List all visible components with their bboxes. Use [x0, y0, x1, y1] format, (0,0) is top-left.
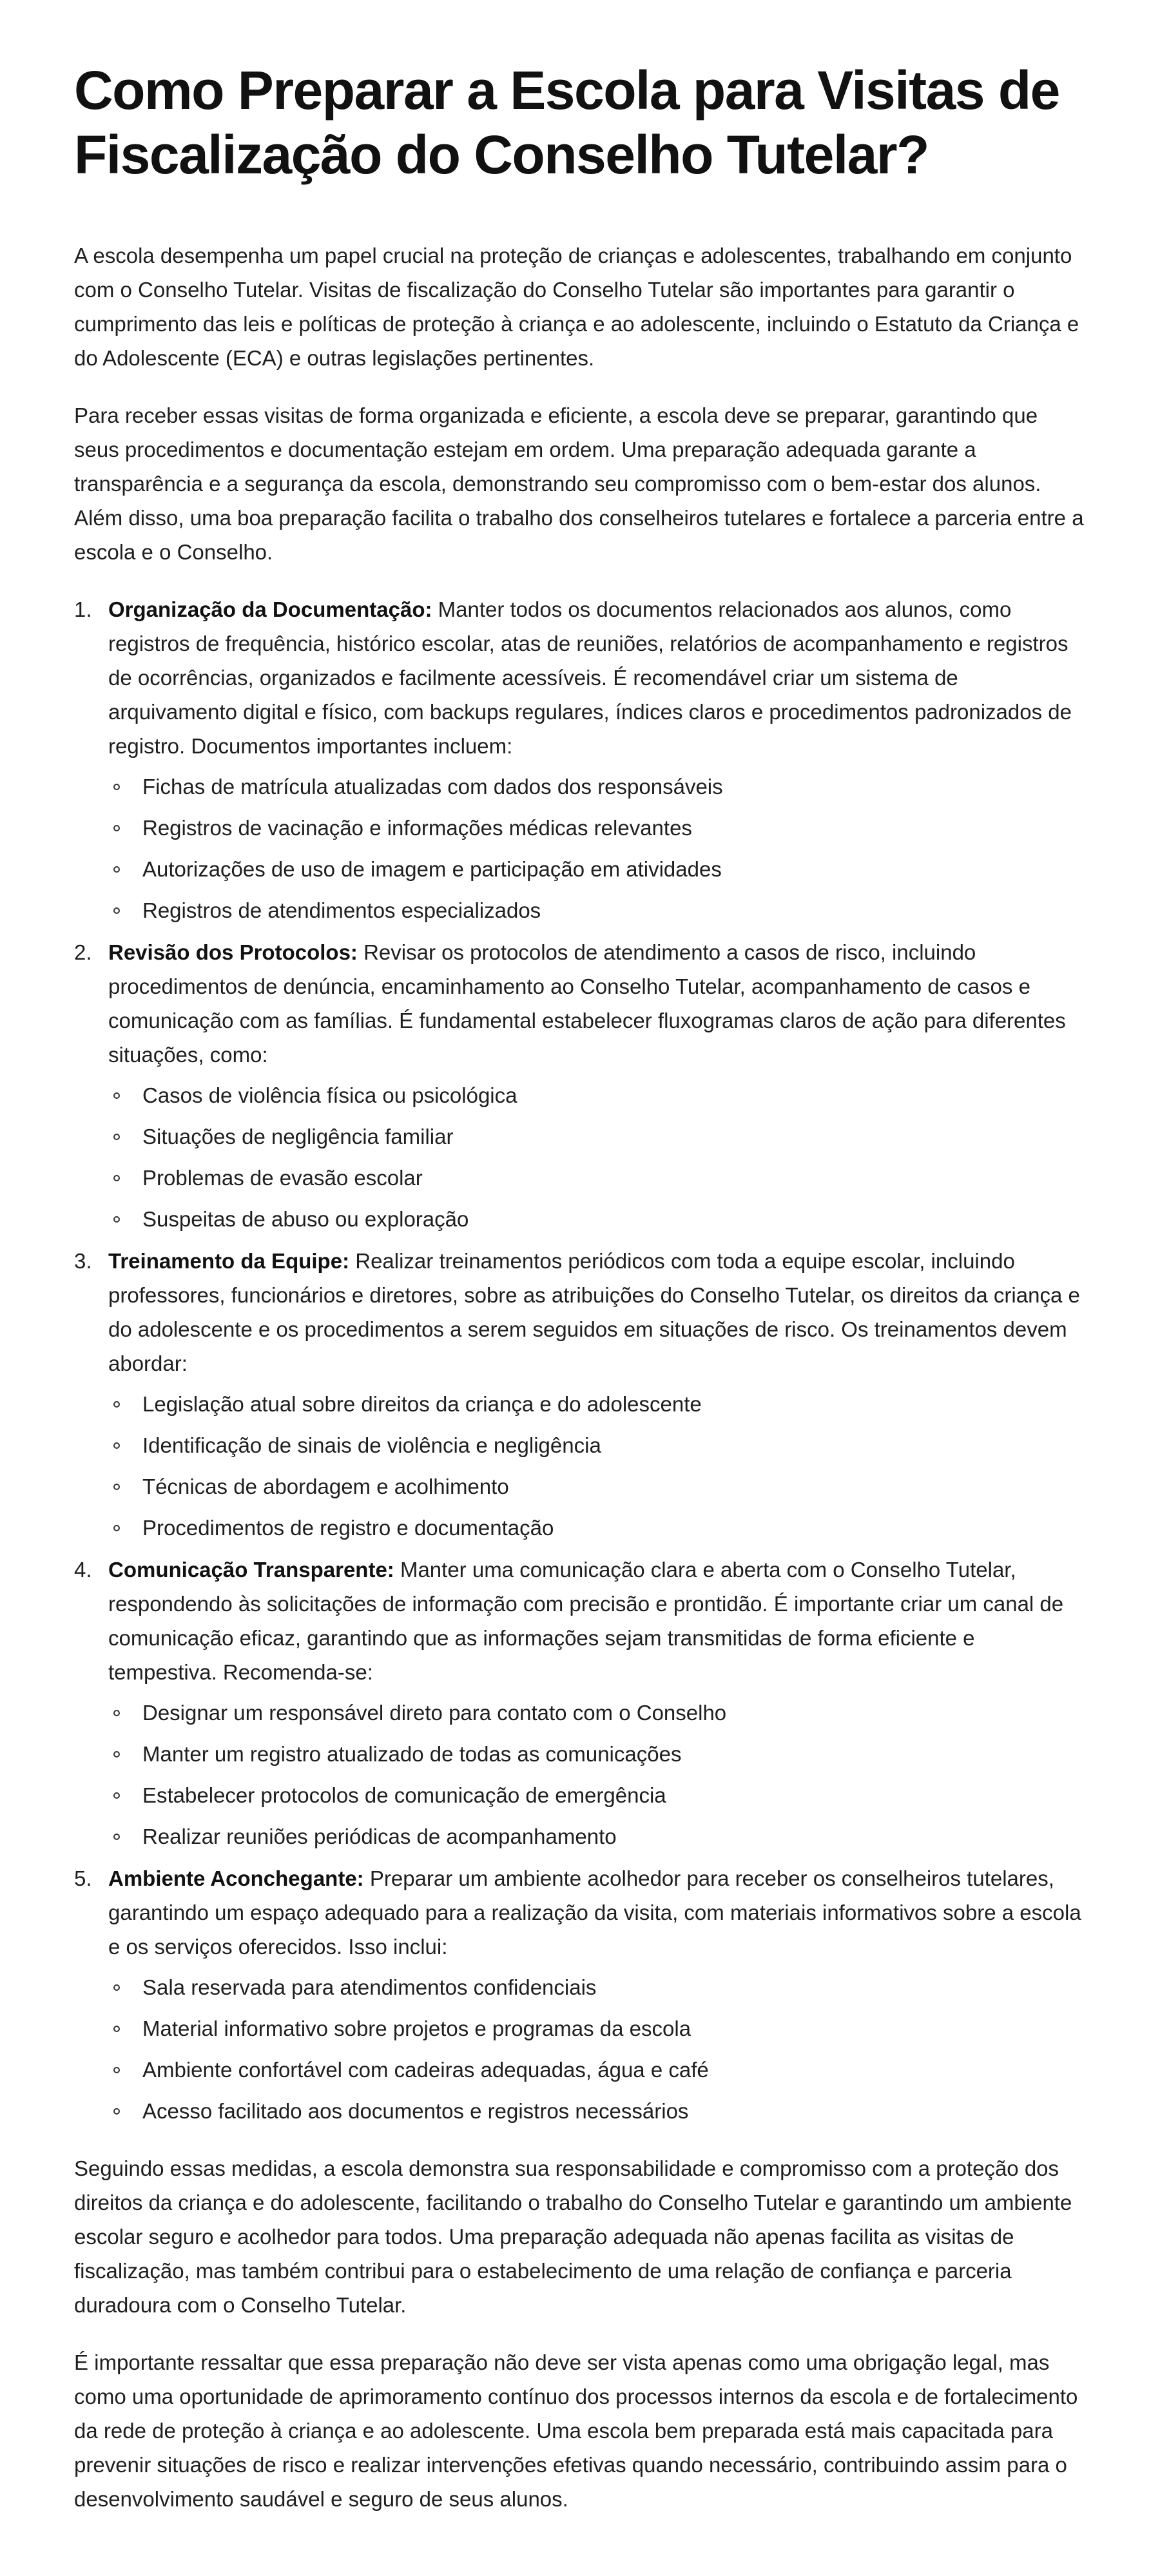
step-heading: Comunicação Transparente: — [108, 1558, 394, 1582]
step-sublist — [108, 1970, 1086, 2128]
step-sublist — [108, 770, 1086, 927]
step-sublist — [108, 1696, 1086, 1854]
step-text: Manter uma comunicação clara e aberta com o Conselho Tutelar, respondendo às solicitações de informação com precisão e prontidão. É importante criar um canal de comunicação eficaz, garantindo que as informações sejam transmitidas de forma eficiente e tempestiva. Recomenda-se: — [108, 1558, 1064, 1684]
step-number: 1. — [74, 597, 92, 621]
step-heading: Ambiente Aconchegante: — [108, 1866, 364, 1890]
sublist-item: Designar um responsável direto para contato com o Conselho — [108, 1696, 1086, 1730]
step-number: 4. — [74, 1558, 92, 1582]
step-heading: Revisão dos Protocolos: — [108, 940, 358, 964]
step-heading: Organização da Documentação: — [108, 597, 432, 621]
sublist-item: Fichas de matrícula atualizadas com dados dos responsáveis — [108, 770, 1086, 804]
sublist-item: Casos de violência física ou psicológica — [108, 1078, 1086, 1112]
step-item — [74, 592, 1086, 927]
sublist-item: Material informativo sobre projetos e programas da escola — [108, 2011, 1086, 2046]
step-text: Preparar um ambiente acolhedor para receber os conselheiros tutelares, garantindo um espaço adequado para a realização da visita, com materiais informativos sobre a escola e os serviços oferecidos. Isso inclui: — [108, 1866, 1081, 1959]
sublist-item: Legislação atual sobre direitos da criança e do adolescente — [108, 1387, 1086, 1421]
step-heading: Treinamento da Equipe: — [108, 1249, 350, 1273]
page-title: Como Preparar a Escola para Visitas de Fiscalização do Conselho Tutelar? — [74, 60, 1059, 185]
step-text: Manter todos os documentos relacionados aos alunos, como registros de frequência, histórico escolar, atas de reuniões, relatórios de acompanhamento e registros de ocorrências, organizados e facilmente acessíveis. É recomendável criar um sistema de arquivamento digital e físico, com backups regulares, índices claros e procedimentos padronizados de registro. Documentos importantes incluem: — [108, 597, 1072, 758]
sublist-item: Registros de vacinação e informações médicas relevantes — [108, 811, 1086, 845]
closing-paragraph: Seguindo essas medidas, a escola demonstra sua responsabilidade e compromisso com a proteção dos direitos da criança e do adolescente, facilitando o trabalho do Conselho Tutelar e garantindo um ambiente escolar seguro e acolhedor para todos. Uma preparação adequada não apenas facilita as visitas de fiscalização, mas também contribui para o estabelecimento de uma relação de confiança e parceria duradoura com o Conselho Tutelar. — [74, 2156, 1072, 2317]
step-sublist — [108, 1387, 1086, 1545]
step-sublist — [108, 1078, 1086, 1236]
step-text: Realizar treinamentos periódicos com toda a equipe escolar, incluindo professores, funcionários e diretores, sobre as atribuições do Conselho Tutelar, os direitos da criança e do adolescente e os procedimentos a serem seguidos em situações de risco. Os treinamentos devem abordar: — [108, 1249, 1080, 1375]
sublist-item: Procedimentos de registro e documentação — [108, 1511, 1086, 1545]
intro-paragraph: Para receber essas visitas de forma organizada e eficiente, a escola deve se preparar, garantindo que seus procedimentos e documentação estejam em ordem. Uma preparação adequada garante a transparência e a segurança da escola, demonstrando seu compromisso com o bem-estar dos alunos. Além disso, uma boa preparação facilita o trabalho dos conselheiros tutelares e fortalece a parceria entre a escola e o Conselho. — [74, 403, 1084, 564]
step-item — [74, 1244, 1086, 1545]
sublist-item: Realizar reuniões periódicas de acompanhamento — [108, 1819, 1086, 1854]
sublist-item: Problemas de evasão escolar — [108, 1161, 1086, 1195]
step-number: 3. — [74, 1249, 92, 1273]
sublist-item: Situações de negligência familiar — [108, 1119, 1086, 1154]
sublist-item: Identificação de sinais de violência e negligência — [108, 1428, 1086, 1462]
sublist-item: Sala reservada para atendimentos confidenciais — [108, 1970, 1086, 2004]
sublist-item: Acesso facilitado aos documentos e registros necessários — [108, 2094, 1086, 2128]
step-item — [74, 1861, 1086, 2128]
sublist-item: Registros de atendimentos especializados — [108, 893, 1086, 927]
step-number: 2. — [74, 940, 92, 964]
intro-paragraph: A escola desempenha um papel crucial na proteção de crianças e adolescentes, trabalhando em conjunto com o Conselho Tutelar. Visitas de fiscalização do Conselho Tutelar são importantes para garantir o cumprimento das leis e políticas de proteção à criança e ao adolescente, incluindo o Estatuto da Criança e do Adolescente (ECA) e outras legislações pertinentes. — [74, 244, 1079, 370]
step-item — [74, 1553, 1086, 1854]
step-item — [74, 935, 1086, 1236]
step-text: Revisar os protocolos de atendimento a casos de risco, incluindo procedimentos de denúncia, encaminhamento ao Conselho Tutelar, acompanhamento de casos e comunicação com as famílias. É fundamental estabelecer fluxogramas claros de ação para diferentes situações, como: — [108, 940, 1066, 1067]
sublist-item: Autorizações de uso de imagem e participação em atividades — [108, 852, 1086, 886]
sublist-item: Suspeitas de abuso ou exploração — [108, 1202, 1086, 1236]
sublist-item: Estabelecer protocolos de comunicação de emergência — [108, 1778, 1086, 1812]
sublist-item: Manter um registro atualizado de todas as comunicações — [108, 1737, 1086, 1771]
steps-list — [74, 592, 1086, 2128]
step-number: 5. — [74, 1866, 92, 1890]
closing-paragraph: É importante ressaltar que essa preparação não deve ser vista apenas como uma obrigação legal, mas como uma oportunidade de aprimoramento contínuo dos processos internos da escola e de fortalecimento da rede de proteção à criança e ao adolescente. Uma escola bem preparada está mais capacitada para prevenir situações de risco e realizar intervenções efetivas quando necessário, contribuindo assim para o desenvolvimento saudável e seguro de seus alunos. — [74, 2350, 1078, 2511]
sublist-item: Ambiente confortável com cadeiras adequadas, água e café — [108, 2053, 1086, 2087]
sublist-item: Técnicas de abordagem e acolhimento — [108, 1469, 1086, 1504]
